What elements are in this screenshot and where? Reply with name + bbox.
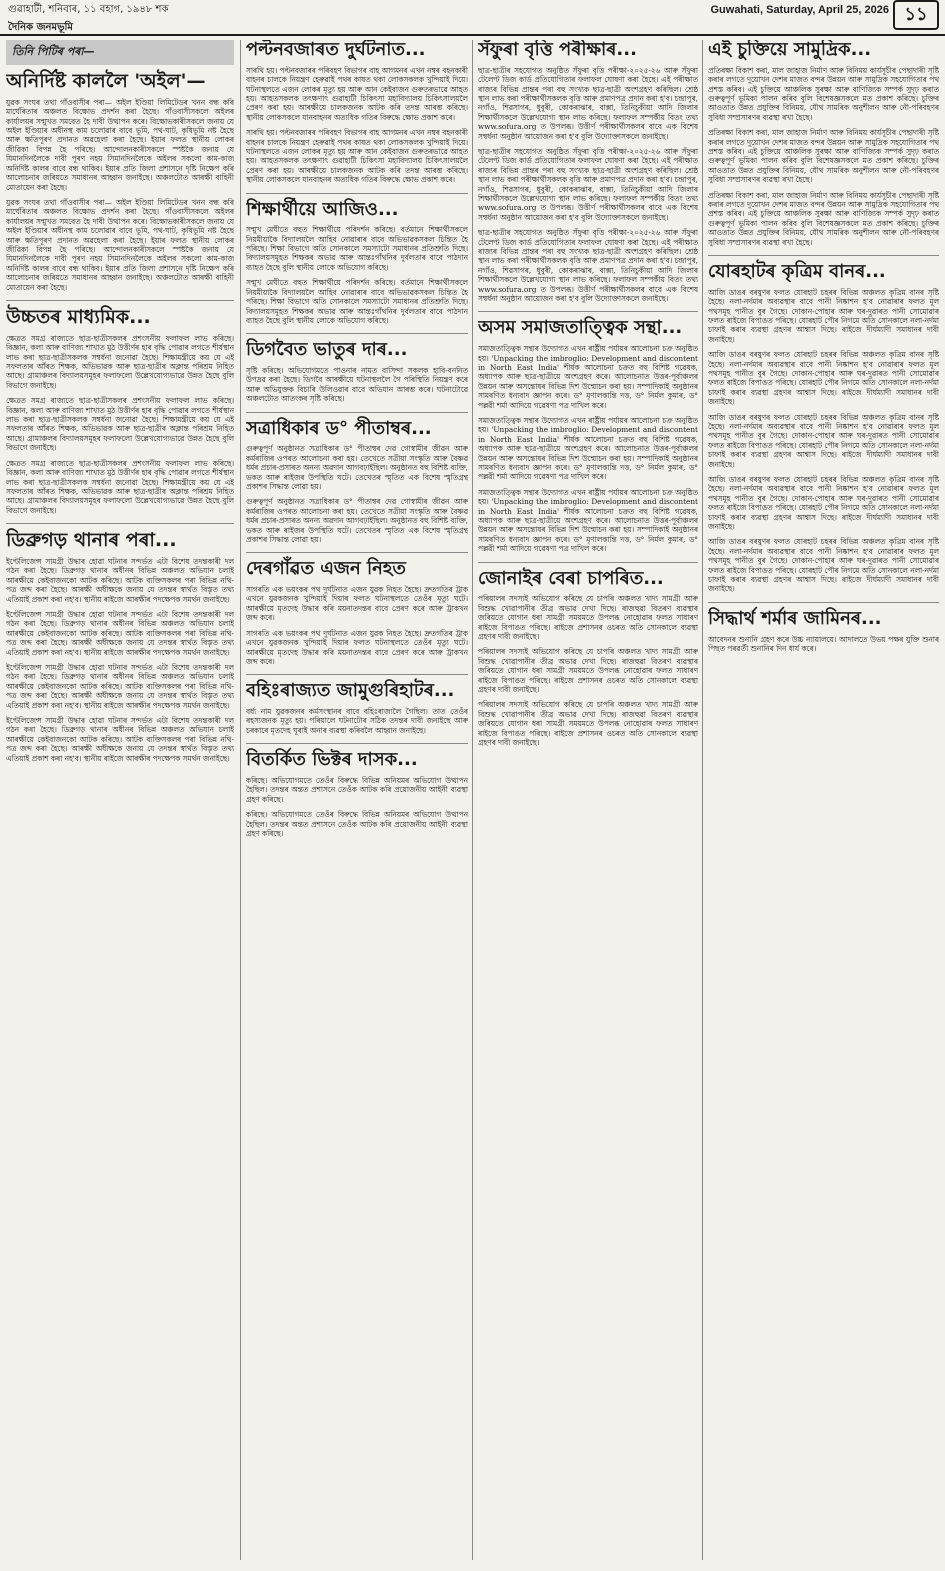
- story-body: আজি ডাঙৰ বৰষুণৰ ফলত যোৰহাট চহৰৰ বিভিন্ন অঞ্চলত কৃত্ৰিম বানৰ সৃষ্টি হৈছে। নলা-নৰ্দমাৰ অব্যৱস্থাৰ বাবে পানী নিষ্কাশন হ'ব নোৱাৰাৰ ফলত মূল পথসমূহ পানীত বুৰ গৈছে। দোকান-পোহাৰ আৰু ঘৰ-দুৱাৰত পানী সোমোৱাৰ ফলত ৰাইজে বিপাঙত পৰিছে। যোৰহাট পৌৰ নিগমে অতি সোনকালে নলা-নৰ্দমা চাফাই কৰাৰ ব্যৱস্থা গ্ৰহণৰ আশ্বাস দিছে। ৰাইজে দীৰ্ঘম্যাদী সমাধানৰ দাবী জনাইছে।: [708, 412, 939, 469]
- story-body: বৰ্ধ্য নাম যুৱকজনৰ কৰ্মসংস্থানৰ বাবে বহিঃৰাজ্যলৈ গৈছিল। তাত তেওঁৰ ৰহস্যজনক মৃত্যু হয়। পৰিয়ালে ঘটনাটোৰ সঠিক তদন্তৰ দাবী জনাইছে আৰু চৰকাৰে মৃতদেহ ঘূৰাই অনাৰ ব্যৱস্থা কৰিবলৈ আহ্বান জনাইছে।: [246, 707, 468, 735]
- column-4: [708, 40, 939, 1565]
- story-oil: [6, 71, 234, 292]
- story-body: প্ৰতিৰক্ষা বিকাশ কৰা, মাল জাহাজ নিৰ্মাণ আৰু বিনিময় কাৰ্যসূচীৰ পেছাদাৰী সৃষ্টি কৰাৰ লগতে দুয়োখন দেশৰ মাজত বন্দৰ উন্নয়ন আৰু সামুদ্ৰিক সহযোগিতাৰ পথ প্ৰশস্ত কৰিব। এই চুক্তিয়ে আঞ্চলিক সুৰক্ষা আৰু বাণিজ্যিক সম্পৰ্ক সুদৃঢ় কৰাত গুৰুত্বপূৰ্ণ ভূমিকা পালন কৰিব বুলি বিশেষজ্ঞসকলে মত প্ৰকাশ কৰিছে। চুক্তিৰ আওতাত উন্নত প্ৰযুক্তিৰ বিনিময়, যৌথ সামৰিক অনুশীলন আৰু নৌ-পৰিবহণৰ সুবিধা সম্প্ৰসাৰণৰ ব্যৱস্থা ৰখা হৈছে।: [708, 190, 939, 247]
- story-jorhat-flood: [708, 262, 939, 594]
- headline: বহিঃৰাজ্যত জামুগুৰিহাটৰ...: [246, 680, 455, 702]
- divider: [6, 523, 234, 524]
- story-body: প্ৰতিৰক্ষা বিকাশ কৰা, মাল জাহাজ নিৰ্মাণ আৰু বিনিময় কাৰ্যসূচীৰ পেছাদাৰী সৃষ্টি কৰাৰ লগতে দুয়োখন দেশৰ মাজত বন্দৰ উন্নয়ন আৰু সামুদ্ৰিক সহযোগিতাৰ পথ প্ৰশস্ত কৰিব। এই চুক্তিয়ে আঞ্চলিক সুৰক্ষা আৰু বাণিজ্যিক সম্পৰ্ক সুদৃঢ় কৰাত গুৰুত্বপূৰ্ণ ভূমিকা পালন কৰিব বুলি বিশেষজ্ঞসকলে মত প্ৰকাশ কৰিছে। চুক্তিৰ আওতাত উন্নত প্ৰযুক্তিৰ বিনিময়, যৌথ সামৰিক অনুশীলন আৰু নৌ-পৰিবহণৰ সুবিধা সম্প্ৰসাৰণৰ ব্যৱস্থা ৰখা হৈছে।: [708, 128, 939, 185]
- story-body: ছাত্ৰ-ছাত্ৰীৰ সহযোগত অনুষ্ঠিত সঁফুৰা বৃত্তি পৰীক্ষা-২০২৫-২৬ আৰু সঁফুৰা টেলেণ্ট ডিজ কাৰ্ড প্ৰতিযোগিতাৰ ফলাফল ঘোষণা কৰা হৈছে। এই পৰীক্ষাত ৰাজ্যৰ বিভিন্ন প্ৰান্তৰ পৰা বহু সংখ্যক ছাত্ৰ-ছাত্ৰী অংশগ্ৰহণ কৰিছিল। শ্ৰেষ্ঠ স্থান লাভ কৰা পৰীক্ষাৰ্থীসকলক বৃত্তি আৰু প্ৰমাণপত্ৰ প্ৰদান কৰা হ'ব। চন্দ্ৰাপুৰ, নগাঁও, শিৱসাগৰ, ধুবুৰী, কোকৰাঝাৰ, বাক্সা, তিনিচুকীয়া আদি জিলাৰ শিক্ষাৰ্থীসকলে উল্লেখযোগ্য স্থান লাভ কৰিছে। ফলাফল সম্পৰ্কীয় বিতং তথ্য www.sofura.org ত উপলব্ধ। উত্তীৰ্ণ পৰীক্ষাৰ্থীসকলৰ বাবে এক বিশেষ সম্বৰ্ধনা অনুষ্ঠান আয়োজন কৰা হ'ব বুলি উদ্যোক্তাসকলে জনাইছে।: [478, 65, 698, 141]
- headline: সত্ৰাধিকাৰ ড° পীতাম্বৰ...: [246, 417, 432, 439]
- headline: অসম সমাজতাত্ত্বিক সন্থা...: [478, 317, 683, 339]
- story-body: যুৱক সংঘৰ তথা গাঁওবাসীৰ পৰা— অইল ইণ্ডিয়া লিমিটেডৰ খনন বন্ধ কৰি মাৰ্ঘেৰিতাৰ অঞ্চলত বিক্ষোভ প্ৰদৰ্শন কৰা হৈছে। গাঁওবাসীসকলে অইলৰ কাৰ্যালয়ৰ সন্মুখত সমবেত হৈ দাবী উত্থাপন কৰে। বিক্ষোভকাৰীসকলে জনায় যে অইল ইণ্ডিয়াৰ অধীনস্থ কাম চলোৱাৰ বাবে ভূমি, পথ-ঘাট, কৃষিভূমি নষ্ট হৈছে আৰু ক্ষতিপূৰণ প্ৰদানত অৱহেলা কৰা হৈছে। ইয়াৰ ফলত স্থানীয় লোকৰ জীৱিকা বিপন্ন হৈ পৰিছে। আন্দোলনকাৰীসকলে স্পষ্টকৈ জনায় যে যিমানদিনলৈকে দাবী পূৰণ নহয় সিমানদিনলৈকে অইলৰ সকলো কাম-কাজ অনিৰ্দিষ্ট কালৰ বাবে বন্ধ থাকিব। ইয়াৰ প্ৰতি জিলা প্ৰশাসনে দৃষ্টি নিক্ষেপ কৰি আলোচনাৰ জৰিয়তে সমাধানৰ আহ্বান জনাইছে। অঞ্চলটোত আৰক্ষী বাহিনী মোতায়েন কৰা হৈছে।: [6, 97, 234, 192]
- headline: এই চুক্তিয়ে সামুদ্ৰিক...: [708, 40, 872, 60]
- story-hs-exam: [6, 307, 234, 515]
- divider: [6, 300, 234, 301]
- story-body: আজি ডাঙৰ বৰষুণৰ ফলত যোৰহাট চহৰৰ বিভিন্ন অঞ্চলত কৃত্ৰিম বানৰ সৃষ্টি হৈছে। নলা-নৰ্দমাৰ অব্যৱস্থাৰ বাবে পানী নিষ্কাশন হ'ব নোৱাৰাৰ ফলত মূল পথসমূহ পানীত বুৰ গৈছে। দোকান-পোহাৰ আৰু ঘৰ-দুৱাৰত পানী সোমোৱাৰ ফলত ৰাইজে বিপাঙত পৰিছে। যোৰহাট পৌৰ নিগমে অতি সোনকালে নলা-নৰ্দমা চাফাই কৰাৰ ব্যৱস্থা গ্ৰহণৰ আশ্বাস দিছে। ৰাইজে দীৰ্ঘম্যাদী সমাধানৰ দাবী জনাইছে।: [708, 475, 939, 532]
- story-victor-das: [246, 750, 468, 838]
- story-body: ইণ্টেলিজেন্স সামগ্ৰী উদ্ধাৰ হোৱা ঘটনাৰ সন্দৰ্ভত এটা বিশেষ তদন্তকাৰী দল গঠন কৰা হৈছে। ডিব্ৰুগড় থানাৰ অধীনৰ বিভিন্ন অঞ্চলত অভিযান চলাই আৰক্ষীয়ে কেইবাজনকো আটক কৰিছে। আটক ব্যক্তিসকলৰ পৰা বিভিন্ন নথি-পত্ৰ জব্দ কৰা হৈছে। আৰক্ষী অধীক্ষকে জনায় যে তদন্তৰ স্বাৰ্থত বিস্তৃত তথ্য এতিয়াই প্ৰকাশ কৰা নহ'ব। স্থানীয় ৰাইজে আৰক্ষীৰ পদক্ষেপক সমৰ্থন জনাইছে।: [6, 610, 234, 657]
- story-body: ক্ষেত্ৰত সমগ্ৰ ৰাজ্যতে ছাত্ৰ-ছাত্ৰীসকলৰ প্ৰশংসনীয় ফলাফল লাভ কৰিছে। বিজ্ঞান, কলা আৰু বাণিজ্য শাখাত মুঠ উত্তীৰ্ণৰ হাৰ বৃদ্ধি পোৱাৰ লগতে শীৰ্ষস্থান লাভ কৰা ছাত্ৰ-ছাত্ৰীসকলক সম্বৰ্ধনা জনোৱা হৈছে। শিক্ষামন্ত্ৰীয়ে কয় যে এই সফলতাৰ আঁৰত শিক্ষক, অভিভাৱক আৰু ছাত্ৰ-ছাত্ৰীৰ অক্লান্ত পৰিশ্ৰম নিহিত আছে। গ্ৰামাঞ্চলৰ বিদ্যালয়সমূহৰ ফলাফলো উল্লেখযোগ্যভাৱে উন্নত হৈছে বুলি বিভাগে জনাইছে।: [6, 458, 234, 515]
- paper-name: দৈনিক জনমভূমি: [8, 22, 73, 33]
- story-body: কৰিছে। অভিযোগমতে তেওঁৰ বিৰুদ্ধে বিভিন্ন অনিয়মৰ অভিযোগ উত্থাপন হৈছিল। তদন্তৰ অন্তত প্ৰশাসনে তেওঁক আটক কৰি প্ৰয়োজনীয় আইনী ব্যৱস্থা গ্ৰহণ কৰিছে।: [246, 810, 468, 838]
- column-divider: [702, 40, 703, 1560]
- headline: দেৰগাঁৱত এজন নিহত: [246, 558, 406, 580]
- divider: [708, 602, 939, 603]
- story-body: সাৰথি হয়। পল্টনবজাৰৰ পৰিবহণ বিভাগৰ বাহ আগমনৰ এখন নম্বৰ বহনকাৰী বাহনৰ চালকে নিয়ন্ত্ৰণ হেৰুৱাই পথৰ কাষত থকা লোকসকলক খুন্দিয়াই দিয়ে। ঘটনাস্থলতে এজন লোকৰ মৃত্যু হয় আৰু আন কেইবাজন গুৰুতৰভাৱে আহত হয়। আহতসকলক তৎক্ষণাৎ গুৱাহাটী চিকিৎসা মহাবিদ্যালয় চিকিৎসালয়লৈ প্ৰেৰণ কৰা হয়। আৰক্ষীয়ে চালকজনক আটক কৰি তদন্ত আৰম্ভ কৰিছে। স্থানীয় লোকসকলে যানবাহনৰ অত্যধিক গতিৰ বিৰুদ্ধে ক্ষোভ প্ৰকাশ কৰে।: [246, 65, 468, 122]
- story-body: ক্ষেত্ৰত সমগ্ৰ ৰাজ্যতে ছাত্ৰ-ছাত্ৰীসকলৰ প্ৰশংসনীয় ফলাফল লাভ কৰিছে। বিজ্ঞান, কলা আৰু বাণিজ্য শাখাত মুঠ উত্তীৰ্ণৰ হাৰ বৃদ্ধি পোৱাৰ লগতে শীৰ্ষস্থান লাভ কৰা ছাত্ৰ-ছাত্ৰীসকলক সম্বৰ্ধনা জনোৱা হৈছে। শিক্ষামন্ত্ৰীয়ে কয় যে এই সফলতাৰ আঁৰত শিক্ষক, অভিভাৱক আৰু ছাত্ৰ-ছাত্ৰীৰ অক্লান্ত পৰিশ্ৰম নিহিত আছে। গ্ৰামাঞ্চলৰ বিদ্যালয়সমূহৰ ফলাফলো উল্লেখযোগ্যভাৱে উন্নত হৈছে বুলি বিভাগে জনাইছে।: [6, 333, 234, 390]
- story-body: সাগৰতি এক ভয়ংকৰ পথ দুৰ্ঘটনাত এজন যুৱক নিহত হৈছে। দ্ৰুতগতিৰ ট্ৰাক এখনে যুৱকজনক খুন্দিয়াই দিয়াৰ ফলত ঘটনাস্থলতে তেওঁৰ মৃত্যু ঘটে। আৰক্ষীয়ে মৃতদেহ উদ্ধাৰ কৰি ময়নাতদন্তৰ বাবে প্ৰেৰণ কৰে আৰু ট্ৰাকখন জব্দ কৰে।: [246, 628, 468, 666]
- column-3: [478, 40, 698, 1565]
- story-body: পৰিয়ালৰ সদস্যই অভিযোগ কৰিছে যে চাপৰি অঞ্চলত খাদ্য সামগ্ৰী আৰু বিশুদ্ধ খোৱাপানীৰ তীব্ৰ অভাৱ দেখা দিছে। ৰাজহুৱা বিতৰণ ব্যৱস্থাৰ জৰিয়তে যোগান ধৰা সামগ্ৰী সময়মতে উপলব্ধ নোহোৱাৰ ফলত সাধাৰণ ৰাইজে বিপাঙত পৰিছে। ৰাইজে প্ৰশাসনৰ ওচৰত অতি সোনকালে ব্যৱস্থা গ্ৰহণৰ দাবী জনাইছে।: [478, 594, 698, 641]
- divider: [478, 311, 698, 312]
- story-body: আজি ডাঙৰ বৰষুণৰ ফলত যোৰহাট চহৰৰ বিভিন্ন অঞ্চলত কৃত্ৰিম বানৰ সৃষ্টি হৈছে। নলা-নৰ্দমাৰ অব্যৱস্থাৰ বাবে পানী নিষ্কাশন হ'ব নোৱাৰাৰ ফলত মূল পথসমূহ পানীত বুৰ গৈছে। দোকান-পোহাৰ আৰু ঘৰ-দুৱাৰত পানী সোমোৱাৰ ফলত ৰাইজে বিপাঙত পৰিছে। যোৰহাট পৌৰ নিগমে অতি সোনকালে নলা-নৰ্দমা চাফাই কৰাৰ ব্যৱস্থা গ্ৰহণৰ আশ্বাস দিছে। ৰাইজে দীৰ্ঘম্যাদী সমাধানৰ দাবী জনাইছে।: [708, 537, 939, 594]
- divider: [246, 333, 468, 334]
- story-jonai: [478, 569, 698, 748]
- story-body: সমাজতাত্ত্বিক সন্থাৰ উদ্যোগত এখন ৰাষ্ট্ৰীয় পৰ্যায়ৰ আলোচনা চক্ৰ অনুষ্ঠিত হয়। 'Unpacking the imbroglio: Development and discontent in North East India' শীৰ্ষক আলোচনা চক্ৰত বহু বিশিষ্ট গৱেষক, অধ্যাপক আৰু ছাত্ৰ-ছাত্ৰীয়ে অংশগ্ৰহণ কৰে। আলোচনাত উত্তৰ-পূৰ্বাঞ্চলৰ উন্নয়ন আৰু অসন্তোষৰ বিভিন্ন দিশ উন্মোচন কৰা হয়। সম্পাদিকাই অনুষ্ঠানৰ সামৰণিত ধন্যবাদ জ্ঞাপন কৰে। ড° মৃণালকান্তি দত্ত, ড° নিৰ্মল কুমাৰ, ড° পল্লৱী শৰ্মা আদিয়ে গৱেষণা পত্ৰ দাখিল কৰে।: [478, 344, 698, 410]
- divider: [246, 743, 468, 744]
- headline: যোৰহাটৰ কৃত্ৰিম বানৰ...: [708, 261, 886, 282]
- story-body: কৰিছে। অভিযোগমতে তেওঁৰ বিৰুদ্ধে বিভিন্ন অনিয়মৰ অভিযোগ উত্থাপন হৈছিল। তদন্তৰ অন্তত প্ৰশাসনে তেওঁক আটক কৰি প্ৰয়োজনীয় আইনী ব্যৱস্থা গ্ৰহণ কৰিছে।: [246, 775, 468, 804]
- story-body: সন্মুখ মেঘীতে বহুত শিক্ষাৰ্থীয়ে পৰিদৰ্শন কৰিছে। বৰ্তমানে শিক্ষাৰ্থীসকলে নিয়মীয়াকৈ বিদ্যালয়লৈ আহিব নোৱাৰাৰ বাবে অভিভাৱকসকল চিন্তিত হৈ পৰিছে। শিক্ষা বিভাগে অতি সোনকালে সমস্যাটো সমাধানৰ প্ৰতিশ্ৰুতি দিছে। বিদ্যালয়সমূহত শিক্ষকৰ অভাৱ আৰু আন্তঃগাঁথনিৰ দুৰ্বলতাৰ বাবে পাঠদান ব্যাহত হৈছে বুলি স্থানীয় লোকে অভিযোগ কৰিছে।: [246, 225, 468, 272]
- headline: ডিগবৈত ভাতুৰ দাৰ...: [246, 339, 408, 361]
- story-body: পৰিয়ালৰ সদস্যই অভিযোগ কৰিছে যে চাপৰি অঞ্চলত খাদ্য সামগ্ৰী আৰু বিশুদ্ধ খোৱাপানীৰ তীব্ৰ অভাৱ দেখা দিছে। ৰাজহুৱা বিতৰণ ব্যৱস্থাৰ জৰিয়তে যোগান ধৰা সামগ্ৰী সময়মতে উপলব্ধ নোহোৱাৰ ফলত সাধাৰণ ৰাইজে বিপাঙত পৰিছে। ৰাইজে প্ৰশাসনৰ ওচৰত অতি সোনকালে ব্যৱস্থা গ্ৰহণৰ দাবী জনাইছে।: [478, 647, 698, 694]
- headline: পল্টনবজাৰত দুৰ্ঘটনাত...: [246, 40, 426, 60]
- page-number: ১১: [893, 0, 939, 30]
- story-body: প্ৰতিৰক্ষা বিকাশ কৰা, মাল জাহাজ নিৰ্মাণ আৰু বিনিময় কাৰ্যসূচীৰ পেছাদাৰী সৃষ্টি কৰাৰ লগতে দুয়োখন দেশৰ মাজত বন্দৰ উন্নয়ন আৰু সামুদ্ৰিক সহযোগিতাৰ পথ প্ৰশস্ত কৰিব। এই চুক্তিয়ে আঞ্চলিক সুৰক্ষা আৰু বাণিজ্যিক সম্পৰ্ক সুদৃঢ় কৰাত গুৰুত্বপূৰ্ণ ভূমিকা পালন কৰিব বুলি বিশেষজ্ঞসকলে মত প্ৰকাশ কৰিছে। চুক্তিৰ আওতাত উন্নত প্ৰযুক্তিৰ বিনিময়, যৌথ সামৰিক অনুশীলন আৰু নৌ-পৰিবহণৰ সুবিধা সম্প্ৰসাৰণৰ ব্যৱস্থা ৰখা হৈছে।: [708, 65, 939, 122]
- column-1: [6, 40, 234, 1565]
- story-jamugurihat: [246, 681, 468, 735]
- story-maritime-agreement: [708, 40, 939, 247]
- headline: ডিব্ৰুগড় থানাৰ পৰা...: [6, 529, 177, 552]
- story-body: সৃষ্টি কৰিছে। অভিযোগমতে পাওনাৰ নামত বাসিন্দা সকলক হাবি-বননিত উপদ্ৰৱ কৰা হৈছে। ডিগবৈ আৰক্ষীয়ে ঘটনাস্থললৈ গৈ পৰিস্থিতি নিয়ন্ত্ৰণ কৰে আৰু অভিযুক্তক বিচাৰি উলিওৱাৰ বাবে অভিযান আৰম্ভ কৰে। ঘটনাটোৱে অঞ্চলটোত আতংকৰ সৃষ্টি কৰিছে।: [246, 366, 468, 404]
- story-body: আজি ডাঙৰ বৰষুণৰ ফলত যোৰহাট চহৰৰ বিভিন্ন অঞ্চলত কৃত্ৰিম বানৰ সৃষ্টি হৈছে। নলা-নৰ্দমাৰ অব্যৱস্থাৰ বাবে পানী নিষ্কাশন হ'ব নোৱাৰাৰ ফলত মূল পথসমূহ পানীত বুৰ গৈছে। দোকান-পোহাৰ আৰু ঘৰ-দুৱাৰত পানী সোমোৱাৰ ফলত ৰাইজে বিপাঙত পৰিছে। যোৰহাট পৌৰ নিগমে অতি সোনকালে নলা-নৰ্দমা চাফাই কৰাৰ ব্যৱস্থা গ্ৰহণৰ আশ্বাস দিছে। ৰাইজে দীৰ্ঘম্যাদী সমাধানৰ দাবী জনাইছে।: [708, 350, 939, 407]
- headline: সঁফুৰা বৃত্তি পৰীক্ষাৰ...: [478, 40, 637, 60]
- story-body: সন্মুখ মেঘীতে বহুত শিক্ষাৰ্থীয়ে পৰিদৰ্শন কৰিছে। বৰ্তমানে শিক্ষাৰ্থীসকলে নিয়মীয়াকৈ বিদ্যালয়লৈ আহিব নোৱাৰাৰ বাবে অভিভাৱকসকল চিন্তিত হৈ পৰিছে। শিক্ষা বিভাগে অতি সোনকালে সমস্যাটো সমাধানৰ প্ৰতিশ্ৰুতি দিছে। বিদ্যালয়সমূহত শিক্ষকৰ অভাৱ আৰু আন্তঃগাঁথনিৰ দুৰ্বলতাৰ বাবে পাঠদান ব্যাহত হৈছে বুলি স্থানীয় লোকে অভিযোগ কৰিছে।: [246, 278, 468, 325]
- story-body: ইণ্টেলিজেন্স সামগ্ৰী উদ্ধাৰ হোৱা ঘটনাৰ সন্দৰ্ভত এটা বিশেষ তদন্তকাৰী দল গঠন কৰা হৈছে। ডিব্ৰুগড় থানাৰ অধীনৰ বিভিন্ন অঞ্চলত অভিযান চলাই আৰক্ষীয়ে কেইবাজনকো আটক কৰিছে। আটক ব্যক্তিসকলৰ পৰা বিভিন্ন নথি-পত্ৰ জব্দ কৰা হৈছে। আৰক্ষী অধীক্ষকে জনায় যে তদন্তৰ স্বাৰ্থত বিস্তৃত তথ্য এতিয়াই প্ৰকাশ কৰা নহ'ব। স্থানীয় ৰাইজে আৰক্ষীৰ পদক্ষেপক সমৰ্থন জনাইছে।: [6, 556, 234, 604]
- divider: [246, 552, 468, 553]
- story-body: ক্ষেত্ৰত সমগ্ৰ ৰাজ্যতে ছাত্ৰ-ছাত্ৰীসকলৰ প্ৰশংসনীয় ফলাফল লাভ কৰিছে। বিজ্ঞান, কলা আৰু বাণিজ্য শাখাত মুঠ উত্তীৰ্ণৰ হাৰ বৃদ্ধি পোৱাৰ লগতে শীৰ্ষস্থান লাভ কৰা ছাত্ৰ-ছাত্ৰীসকলক সম্বৰ্ধনা জনোৱা হৈছে। শিক্ষামন্ত্ৰীয়ে কয় যে এই সফলতাৰ আঁৰত শিক্ষক, অভিভাৱক আৰু ছাত্ৰ-ছাত্ৰীৰ অক্লান্ত পৰিশ্ৰম নিহিত আছে। গ্ৰামাঞ্চলৰ বিদ্যালয়সমূহৰ ফলাফলো উল্লেখযোগ্যভাৱে উন্নত হৈছে বুলি বিভাগে জনাইছে।: [6, 396, 234, 453]
- masthead-date-english: Guwahati, Saturday, April 25, 2026: [710, 4, 889, 16]
- story-students: [246, 200, 468, 326]
- divider: [708, 255, 939, 256]
- story-siddhartha-bail: [708, 609, 939, 654]
- story-digboi: [246, 340, 468, 403]
- headline: জোনাইৰ বেৰা চাপৰিত...: [478, 567, 664, 589]
- masthead: [0, 0, 945, 38]
- masthead-date-assamese: গুৱাহাটী, শনিবাৰ, ১১ বহাগ, ১৯৪৮ শক: [8, 4, 169, 15]
- story-scholarship-exam: [478, 40, 698, 303]
- story-body: ছাত্ৰ-ছাত্ৰীৰ সহযোগত অনুষ্ঠিত সঁফুৰা বৃত্তি পৰীক্ষা-২০২৫-২৬ আৰু সঁফুৰা টেলেণ্ট ডিজ কাৰ্ড প্ৰতিযোগিতাৰ ফলাফল ঘোষণা কৰা হৈছে। এই পৰীক্ষাত ৰাজ্যৰ বিভিন্ন প্ৰান্তৰ পৰা বহু সংখ্যক ছাত্ৰ-ছাত্ৰী অংশগ্ৰহণ কৰিছিল। শ্ৰেষ্ঠ স্থান লাভ কৰা পৰীক্ষাৰ্থীসকলক বৃত্তি আৰু প্ৰমাণপত্ৰ প্ৰদান কৰা হ'ব। চন্দ্ৰাপুৰ, নগাঁও, শিৱসাগৰ, ধুবুৰী, কোকৰাঝাৰ, বাক্সা, তিনিচুকীয়া আদি জিলাৰ শিক্ষাৰ্থীসকলে উল্লেখযোগ্য স্থান লাভ কৰিছে। ফলাফল সম্পৰ্কীয় বিতং তথ্য www.sofura.org ত উপলব্ধ। উত্তীৰ্ণ পৰীক্ষাৰ্থীসকলৰ বাবে এক বিশেষ সম্বৰ্ধনা অনুষ্ঠান আয়োজন কৰা হ'ব বুলি উদ্যোক্তাসকলে জনাইছে।: [478, 146, 698, 222]
- headline: সিদ্ধাৰ্থ শৰ্মাৰ জামিনৰ...: [708, 607, 882, 629]
- divider: [478, 562, 698, 563]
- story-body: ইণ্টেলিজেন্স সামগ্ৰী উদ্ধাৰ হোৱা ঘটনাৰ সন্দৰ্ভত এটা বিশেষ তদন্তকাৰী দল গঠন কৰা হৈছে। ডিব্ৰুগড় থানাৰ অধীনৰ বিভিন্ন অঞ্চলত অভিযান চলাই আৰক্ষীয়ে কেইবাজনকো আটক কৰিছে। আটক ব্যক্তিসকলৰ পৰা বিভিন্ন নথি-পত্ৰ জব্দ কৰা হৈছে। আৰক্ষী অধীক্ষকে জনায় যে তদন্তৰ স্বাৰ্থত বিস্তৃত তথ্য এতিয়াই প্ৰকাশ কৰা নহ'ব। স্থানীয় ৰাইজে আৰক্ষীৰ পদক্ষেপক সমৰ্থন জনাইছে।: [6, 716, 234, 763]
- story-body: পৰিয়ালৰ সদস্যই অভিযোগ কৰিছে যে চাপৰি অঞ্চলত খাদ্য সামগ্ৰী আৰু বিশুদ্ধ খোৱাপানীৰ তীব্ৰ অভাৱ দেখা দিছে। ৰাজহুৱা বিতৰণ ব্যৱস্থাৰ জৰিয়তে যোগান ধৰা সামগ্ৰী সময়মতে উপলব্ধ নোহোৱাৰ ফলত সাধাৰণ ৰাইজে বিপাঙত পৰিছে। ৰাইজে প্ৰশাসনৰ ওচৰত অতি সোনকালে ব্যৱস্থা গ্ৰহণৰ দাবী জনাইছে।: [478, 700, 698, 748]
- story-body: সাৰথি হয়। পল্টনবজাৰৰ পৰিবহণ বিভাগৰ বাহ আগমনৰ এখন নম্বৰ বহনকাৰী বাহনৰ চালকে নিয়ন্ত্ৰণ হেৰুৱাই পথৰ কাষত থকা লোকসকলক খুন্দিয়াই দিয়ে। ঘটনাস্থলতে এজন লোকৰ মৃত্যু হয় আৰু আন কেইবাজন গুৰুতৰভাৱে আহত হয়। আহতসকলক তৎক্ষণাৎ গুৱাহাটী চিকিৎসা মহাবিদ্যালয় চিকিৎসালয়লৈ প্ৰেৰণ কৰা হয়। আৰক্ষীয়ে চালকজনক আটক কৰি তদন্ত আৰম্ভ কৰিছে। স্থানীয় লোকসকলে যানবাহনৰ অত্যধিক গতিৰ বিৰুদ্ধে ক্ষোভ প্ৰকাশ কৰে।: [246, 128, 468, 185]
- column-divider: [472, 40, 473, 1560]
- headline: বিতৰ্কিত ভিক্টৰ দাসক...: [246, 749, 418, 771]
- divider: [246, 674, 468, 675]
- column-2: [246, 40, 468, 1565]
- story-sociology-association: [478, 318, 698, 553]
- story-body: গুৰুত্বপূৰ্ণ অনুষ্ঠানত সত্ৰাধিকাৰ ড° পীতাম্বৰ দেৱ গোস্বামীৰ জীৱন আৰু কৰ্মৰাজিৰ ওপৰত আলোচনা কৰা হয়। তেখেতে সত্ৰীয়া সংস্কৃতি আৰু বৈষ্ণৱ ধৰ্মৰ প্ৰচাৰ-প্ৰসাৰত অনন্য অৱদান আগবঢ়াইছিল। অনুষ্ঠানত বহু বিশিষ্ট ব্যক্তি, ভকত আৰু ৰাইজৰ উপস্থিতি ঘটে। তেখেতৰ স্মৃতিত এক বিশেষ স্মৃতিগ্ৰন্থ প্ৰকাশৰ সিদ্ধান্ত লোৱা হয়।: [246, 497, 468, 544]
- headline: শিক্ষাৰ্থীয়ে আজিও...: [246, 198, 399, 220]
- story-body: যুৱক সংঘৰ তথা গাঁওবাসীৰ পৰা— অইল ইণ্ডিয়া লিমিটেডৰ খনন বন্ধ কৰি মাৰ্ঘেৰিতাৰ অঞ্চলত বিক্ষোভ প্ৰদৰ্শন কৰা হৈছে। গাঁওবাসীসকলে অইলৰ কাৰ্যালয়ৰ সন্মুখত সমবেত হৈ দাবী উত্থাপন কৰে। বিক্ষোভকাৰীসকলে জনায় যে অইল ইণ্ডিয়াৰ অধীনস্থ কাম চলোৱাৰ বাবে ভূমি, পথ-ঘাট, কৃষিভূমি নষ্ট হৈছে আৰু ক্ষতিপূৰণ প্ৰদানত অৱহেলা কৰা হৈছে। ইয়াৰ ফলত স্থানীয় লোকৰ জীৱিকা বিপন্ন হৈ পৰিছে। আন্দোলনকাৰীসকলে স্পষ্টকৈ জনায় যে যিমানদিনলৈকে দাবী পূৰণ নহয় সিমানদিনলৈকে অইলৰ সকলো কাম-কাজ অনিৰ্দিষ্ট কালৰ বাবে বন্ধ থাকিব। ইয়াৰ প্ৰতি জিলা প্ৰশাসনে দৃষ্টি নিক্ষেপ কৰি আলোচনাৰ জৰিয়তে সমাধানৰ আহ্বান জনাইছে। অঞ্চলটোত আৰক্ষী বাহিনী মোতায়েন কৰা হৈছে।: [6, 197, 234, 292]
- story-body: আজি ডাঙৰ বৰষুণৰ ফলত যোৰহাট চহৰৰ বিভিন্ন অঞ্চলত কৃত্ৰিম বানৰ সৃষ্টি হৈছে। নলা-নৰ্দমাৰ অব্যৱস্থাৰ বাবে পানী নিষ্কাশন হ'ব নোৱাৰাৰ ফলত মূল পথসমূহ পানীত বুৰ গৈছে। দোকান-পোহাৰ আৰু ঘৰ-দুৱাৰত পানী সোমোৱাৰ ফলত ৰাইজে বিপাঙত পৰিছে। যোৰহাট পৌৰ নিগমে অতি সোনকালে নলা-নৰ্দমা চাফাই কৰাৰ ব্যৱস্থা গ্ৰহণৰ আশ্বাস দিছে। ৰাইজে দীৰ্ঘম্যাদী সমাধানৰ দাবী জনাইছে।: [708, 287, 939, 344]
- masthead-rule: [0, 34, 945, 36]
- story-dibrugarh: [6, 530, 234, 763]
- divider: [246, 412, 468, 413]
- story-body: গুৰুত্বপূৰ্ণ অনুষ্ঠানত সত্ৰাধিকাৰ ড° পীতাম্বৰ দেৱ গোস্বামীৰ জীৱন আৰু কৰ্মৰাজিৰ ওপৰত আলোচনা কৰা হয়। তেখেতে সত্ৰীয়া সংস্কৃতি আৰু বৈষ্ণৱ ধৰ্মৰ প্ৰচাৰ-প্ৰসাৰত অনন্য অৱদান আগবঢ়াইছিল। অনুষ্ঠানত বহু বিশিষ্ট ব্যক্তি, ভকত আৰু ৰাইজৰ উপস্থিতি ঘটে। তেখেতৰ স্মৃতিত এক বিশেষ স্মৃতিগ্ৰন্থ প্ৰকাশৰ সিদ্ধান্ত লোৱা হয়।: [246, 444, 468, 491]
- column-divider: [240, 40, 241, 1560]
- story-body: সমাজতাত্ত্বিক সন্থাৰ উদ্যোগত এখন ৰাষ্ট্ৰীয় পৰ্যায়ৰ আলোচনা চক্ৰ অনুষ্ঠিত হয়। 'Unpacking the imbroglio: Development and discontent in North East India' শীৰ্ষক আলোচনা চক্ৰত বহু বিশিষ্ট গৱেষক, অধ্যাপক আৰু ছাত্ৰ-ছাত্ৰীয়ে অংশগ্ৰহণ কৰে। আলোচনাত উত্তৰ-পূৰ্বাঞ্চলৰ উন্নয়ন আৰু অসন্তোষৰ বিভিন্ন দিশ উন্মোচন কৰা হয়। সম্পাদিকাই অনুষ্ঠানৰ সামৰণিত ধন্যবাদ জ্ঞাপন কৰে। ড° মৃণালকান্তি দত্ত, ড° নিৰ্মল কুমাৰ, ড° পল্লৱী শৰ্মা আদিয়ে গৱেষণা পত্ৰ দাখিল কৰে।: [478, 487, 698, 554]
- headline: উচ্চতৰ মাধ্যমিক...: [6, 305, 151, 328]
- story-paltanbazar: [246, 40, 468, 185]
- headline: অনিৰ্দিষ্ট কাললৈ 'অইল'—: [6, 70, 206, 92]
- story-body: ছাত্ৰ-ছাত্ৰীৰ সহযোগত অনুষ্ঠিত সঁফুৰা বৃত্তি পৰীক্ষা-২০২৫-২৬ আৰু সঁফুৰা টেলেণ্ট ডিজ কাৰ্ড প্ৰতিযোগিতাৰ ফলাফল ঘোষণা কৰা হৈছে। এই পৰীক্ষাত ৰাজ্যৰ বিভিন্ন প্ৰান্তৰ পৰা বহু সংখ্যক ছাত্ৰ-ছাত্ৰী অংশগ্ৰহণ কৰিছিল। শ্ৰেষ্ঠ স্থান লাভ কৰা পৰীক্ষাৰ্থীসকলক বৃত্তি আৰু প্ৰমাণপত্ৰ প্ৰদান কৰা হ'ব। চন্দ্ৰাপুৰ, নগাঁও, শিৱসাগৰ, ধুবুৰী, কোকৰাঝাৰ, বাক্সা, তিনিচুকীয়া আদি জিলাৰ শিক্ষাৰ্থীসকলে উল্লেখযোগ্য স্থান লাভ কৰিছে। ফলাফল সম্পৰ্কীয় বিতং তথ্য www.sofura.org ত উপলব্ধ। উত্তীৰ্ণ পৰীক্ষাৰ্থীসকলৰ বাবে এক বিশেষ সম্বৰ্ধনা অনুষ্ঠান আয়োজন কৰা হ'ব বুলি উদ্যোক্তাসকলে জনাইছে।: [478, 228, 698, 304]
- story-body: আবেদনৰ শুনানি গ্ৰহণ কৰে উচ্চ ন্যায়ালয়ে। আদালতে উভয় পক্ষৰ যুক্তি শুনাৰ পিছত পৰৱৰ্তী শুনানিৰ দিন ধাৰ্য কৰে।: [708, 634, 939, 653]
- story-body: সাগৰতি এক ভয়ংকৰ পথ দুৰ্ঘটনাত এজন যুৱক নিহত হৈছে। দ্ৰুতগতিৰ ট্ৰাক এখনে যুৱকজনক খুন্দিয়াই দিয়াৰ ফলত ঘটনাস্থলতে তেওঁৰ মৃত্যু ঘটে। আৰক্ষীয়ে মৃতদেহ উদ্ধাৰ কৰি ময়নাতদন্তৰ বাবে প্ৰেৰণ কৰে আৰু ট্ৰাকখন জব্দ কৰে।: [246, 585, 468, 623]
- divider: [246, 193, 468, 194]
- story-body: ইণ্টেলিজেন্স সামগ্ৰী উদ্ধাৰ হোৱা ঘটনাৰ সন্দৰ্ভত এটা বিশেষ তদন্তকাৰী দল গঠন কৰা হৈছে। ডিব্ৰুগড় থানাৰ অধীনৰ বিভিন্ন অঞ্চলত অভিযান চলাই আৰক্ষীয়ে কেইবাজনকো আটক কৰিছে। আটক ব্যক্তিসকলৰ পৰা বিভিন্ন নথি-পত্ৰ জব্দ কৰা হৈছে। আৰক্ষী অধীক্ষকে জনায় যে তদন্তৰ স্বাৰ্থত বিস্তৃত তথ্য এতিয়াই প্ৰকাশ কৰা নহ'ব। স্থানীয় ৰাইজে আৰক্ষীৰ পদক্ষেপক সমৰ্থন জনাইছে।: [6, 663, 234, 710]
- continued-kicker: তিনি পিটিৰ পৰা—: [6, 40, 234, 65]
- story-body: সমাজতাত্ত্বিক সন্থাৰ উদ্যোগত এখন ৰাষ্ট্ৰীয় পৰ্যায়ৰ আলোচনা চক্ৰ অনুষ্ঠিত হয়। 'Unpacking the imbroglio: Development and discontent in North East India' শীৰ্ষক আলোচনা চক্ৰত বহু বিশিষ্ট গৱেষক, অধ্যাপক আৰু ছাত্ৰ-ছাত্ৰীয়ে অংশগ্ৰহণ কৰে। আলোচনাত উত্তৰ-পূৰ্বাঞ্চলৰ উন্নয়ন আৰু অসন্তোষৰ বিভিন্ন দিশ উন্মোচন কৰা হয়। সম্পাদিকাই অনুষ্ঠানৰ সামৰণিত ধন্যবাদ জ্ঞাপন কৰে। ড° মৃণালকান্তি দত্ত, ড° নিৰ্মল কুমাৰ, ড° পল্লৱী শৰ্মা আদিয়ে গৱেষণা পত্ৰ দাখিল কৰে।: [478, 415, 698, 482]
- story-satradhikar: [246, 419, 468, 545]
- story-dergaon: [246, 559, 468, 666]
